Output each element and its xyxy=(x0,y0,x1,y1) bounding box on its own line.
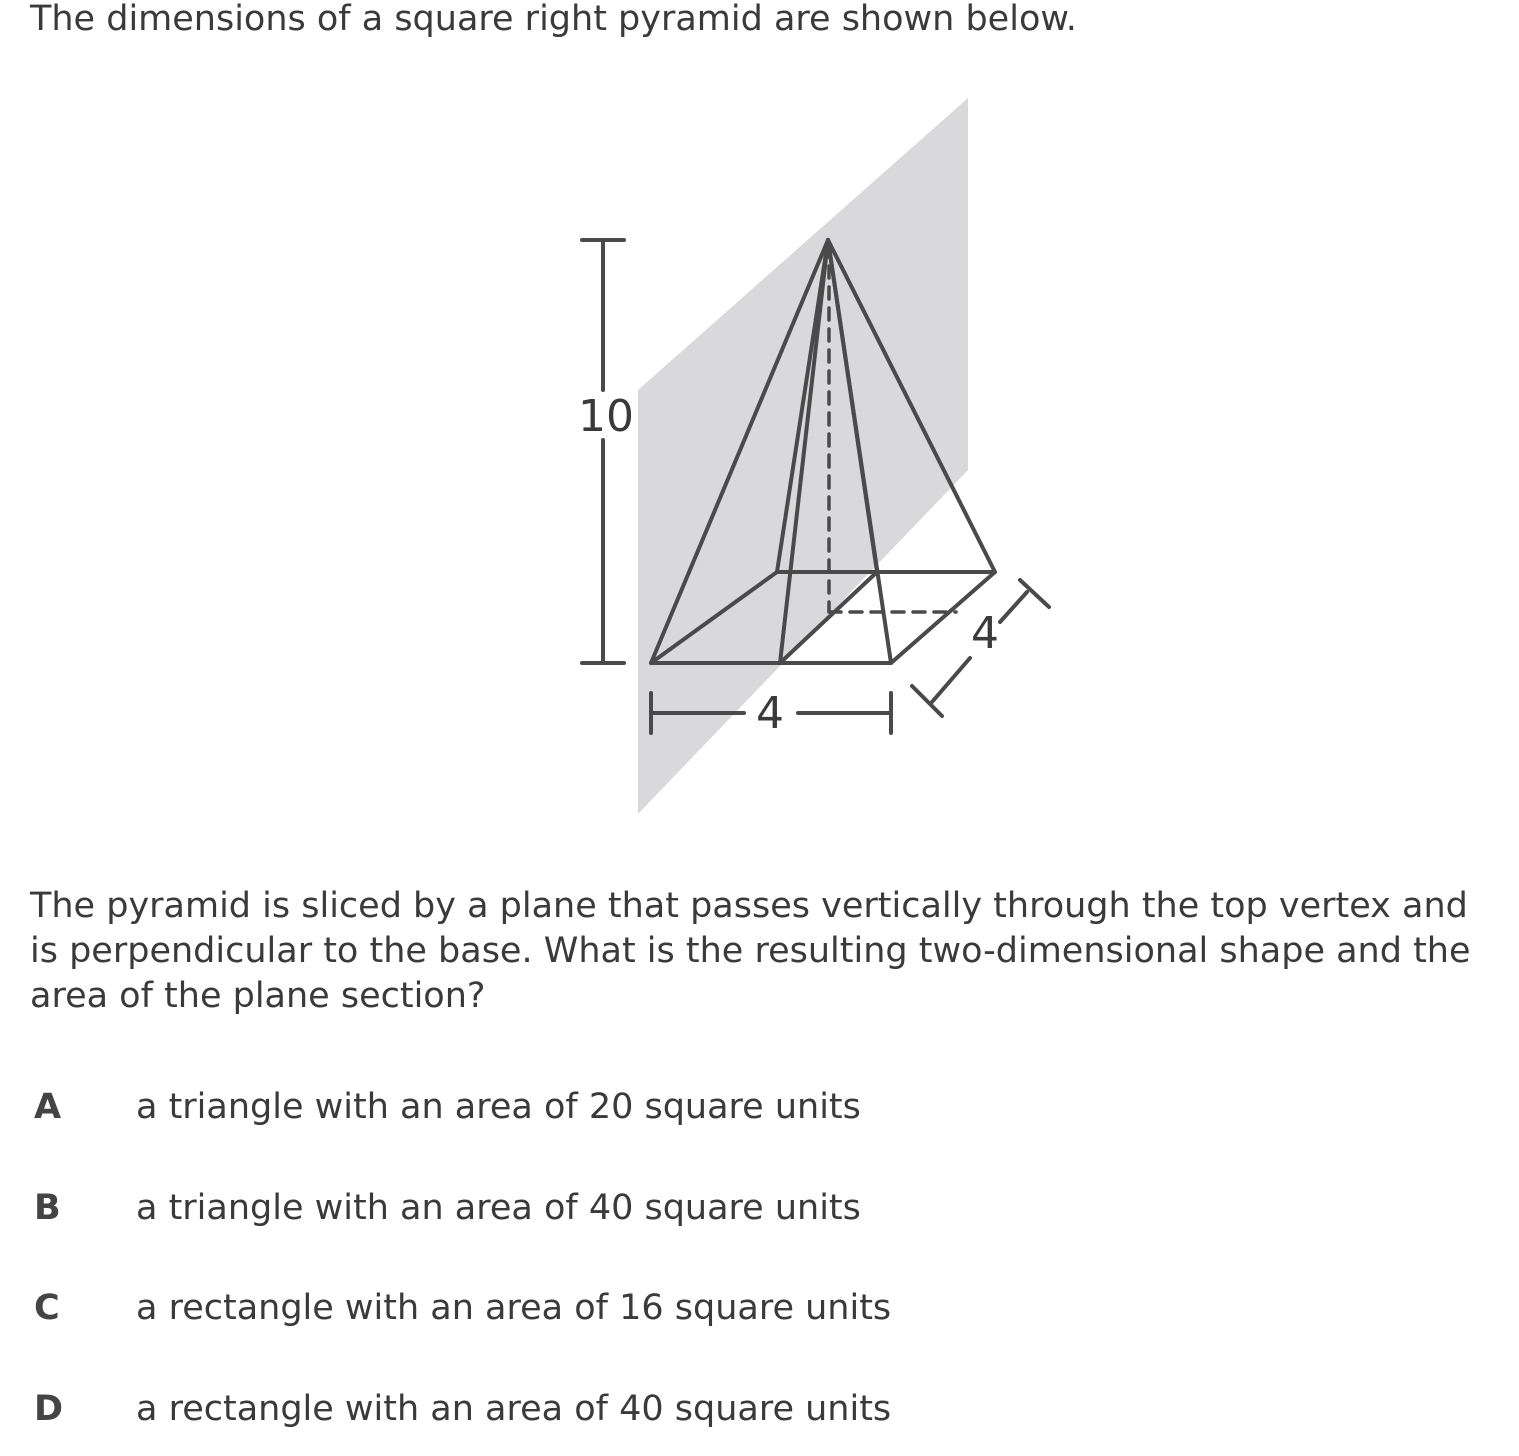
choice-text: a rectangle with an area of 16 square units xyxy=(136,1288,892,1328)
answer-choice-c[interactable] xyxy=(34,1283,891,1333)
question-text: The pyramid is sliced by a plane that passes vertically through the top vertex and is perpendicular to the base. What is the resulting two-dimensional shape and the area of the plane section? xyxy=(30,886,1471,1016)
choice-text: a triangle with an area of 20 square units xyxy=(136,1087,861,1127)
height-label: 10 xyxy=(578,391,634,442)
choice-text: a triangle with an area of 40 square units xyxy=(136,1188,861,1228)
answer-choice-a[interactable] xyxy=(34,1082,861,1132)
choice-letter: A xyxy=(34,1087,62,1127)
depth-dimension-line-lower xyxy=(932,658,970,702)
answer-choice-d[interactable] xyxy=(34,1384,891,1434)
choice-letter: D xyxy=(34,1389,64,1429)
base-width-label: 4 xyxy=(756,688,784,739)
depth-dimension-line-upper xyxy=(1000,592,1027,622)
answer-choice-b[interactable] xyxy=(34,1183,861,1233)
choice-text: a rectangle with an area of 40 square units xyxy=(136,1389,892,1429)
choice-letter: C xyxy=(34,1288,60,1328)
intro-text: The dimensions of a square right pyramid are shown below. xyxy=(30,0,1077,39)
depth-dimension-bottom-tick xyxy=(912,686,942,716)
base-depth-label: 4 xyxy=(971,608,999,659)
choice-letter: B xyxy=(34,1188,61,1228)
